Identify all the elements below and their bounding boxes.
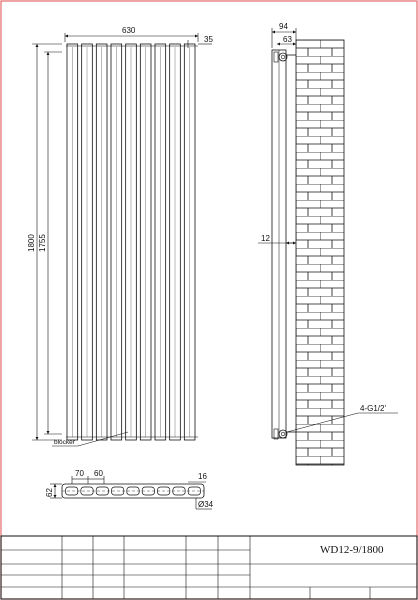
wall-gap-dimension (258, 234, 296, 243)
tube-width-label: 60 (94, 469, 103, 478)
bottom-valve (274, 429, 287, 439)
brick-wall (296, 40, 344, 465)
diameter-label: Ø34 (198, 500, 214, 509)
pitch-label: 70 (75, 469, 84, 478)
blocker-label: blocker (54, 439, 75, 446)
title-block (1, 536, 417, 599)
pitch-dimension (72, 469, 104, 484)
drawing-code: WD12-9/1800 (320, 544, 384, 556)
radiator-tubes (66, 44, 198, 440)
offset-dimension (277, 35, 296, 44)
tube-height-dimension (38, 52, 62, 434)
side-view (258, 22, 398, 465)
top-depth-label: 62 (45, 488, 54, 497)
diameter-callout (196, 498, 214, 509)
top-valve (274, 52, 287, 62)
width-label: 630 (122, 26, 136, 35)
right-label: 16 (198, 472, 207, 481)
blocker-callout (52, 432, 128, 446)
right-dimension (188, 472, 207, 482)
top-depth-dimension (45, 484, 62, 498)
offset-label: 63 (283, 35, 292, 44)
overall-height-label: 1800 (27, 234, 36, 252)
top-view (45, 469, 214, 509)
wall-gap-label: 12 (261, 234, 270, 243)
tube-height-label: 1755 (38, 234, 47, 252)
width-dimension (65, 26, 198, 42)
spacing-label: 35 (204, 35, 213, 44)
front-view (27, 26, 213, 446)
connection-label: 4-G1/2' (360, 404, 386, 413)
depth-label: 94 (279, 22, 288, 31)
